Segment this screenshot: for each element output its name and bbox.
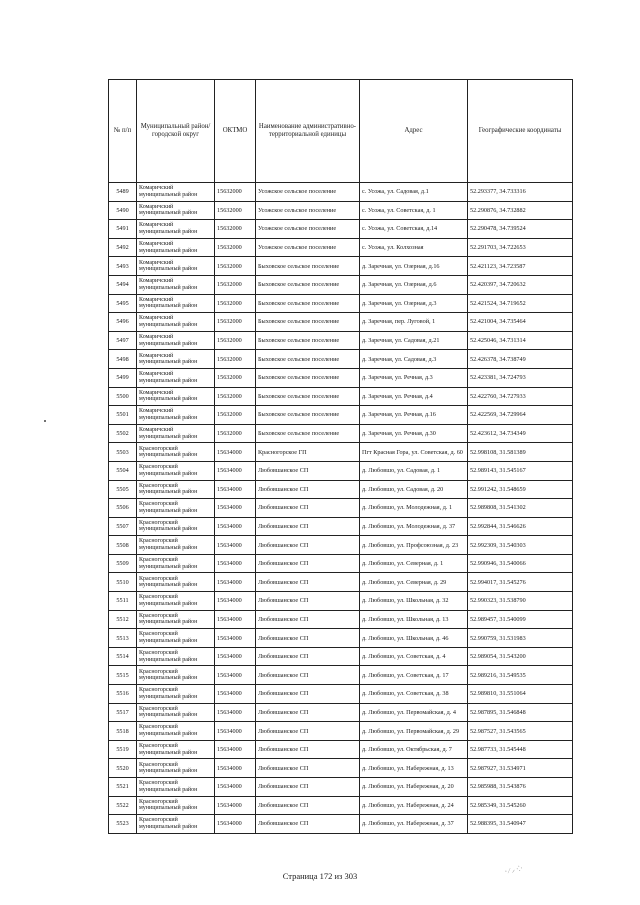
table-row (109, 424, 573, 443)
row-district: Красногорский муниципальный район (137, 629, 215, 648)
row-number: 5492 (109, 238, 137, 257)
header-unit: Наименование административно-территориальной единицы (256, 80, 360, 183)
row-address: с. Усожа, ул. Советская, д. 1 (360, 201, 468, 220)
row-number: 5521 (109, 778, 137, 797)
table-row (109, 480, 573, 499)
row-unit: Любовшанское СП (256, 666, 360, 685)
row-coords: 52.985988, 31.543876 (468, 778, 573, 797)
row-district: Красногорский муниципальный район (137, 461, 215, 480)
row-number: 5513 (109, 629, 137, 648)
row-oktmo: 15634000 (215, 703, 256, 722)
row-coords: 52.990946, 31.540066 (468, 554, 573, 573)
table-row (109, 573, 573, 592)
row-number: 5519 (109, 740, 137, 759)
row-district: Комаричский муниципальный район (137, 201, 215, 220)
row-unit: Любовшанское СП (256, 778, 360, 797)
row-district: Красногорский муниципальный район (137, 740, 215, 759)
row-oktmo: 15634000 (215, 796, 256, 815)
row-address: д. Любовшо, ул. Набережная, д. 24 (360, 796, 468, 815)
row-coords: 52.990323, 31.538790 (468, 592, 573, 611)
row-oktmo: 15632000 (215, 257, 256, 276)
row-coords: 52.421123, 34.723587 (468, 257, 573, 276)
table-row (109, 740, 573, 759)
row-number: 5507 (109, 517, 137, 536)
row-coords: 52.989054, 31.543200 (468, 647, 573, 666)
row-district: Красногорский муниципальный район (137, 592, 215, 611)
row-coords: 52.998108, 31.581389 (468, 443, 573, 462)
page-footer: Страница 172 из 303 (282, 871, 358, 881)
row-coords: 52.989810, 31.551064 (468, 685, 573, 704)
row-oktmo: 15634000 (215, 517, 256, 536)
row-coords: 52.291703, 34.722653 (468, 238, 573, 257)
table-row (109, 313, 573, 332)
row-oktmo: 15632000 (215, 238, 256, 257)
row-number: 5518 (109, 722, 137, 741)
row-district: Комаричский муниципальный район (137, 313, 215, 332)
row-oktmo: 15632000 (215, 406, 256, 425)
row-address: д. Заречная, ул. Озерная, д.3 (360, 294, 468, 313)
row-district: Комаричский муниципальный район (137, 368, 215, 387)
row-address: д. Любовшо, ул. Набережная, д. 13 (360, 759, 468, 778)
header-address: Адрес (360, 80, 468, 183)
row-coords: 52.991242, 31.548659 (468, 480, 573, 499)
row-unit: Быховское сельское поселение (256, 424, 360, 443)
row-unit: Любовшанское СП (256, 703, 360, 722)
row-coords: 52.987733, 31.545448 (468, 740, 573, 759)
row-address: д. Любовшо, ул. Молодежная, д. 1 (360, 499, 468, 518)
row-district: Комаричский муниципальный район (137, 220, 215, 239)
row-number: 5504 (109, 461, 137, 480)
table-header-row (109, 80, 573, 183)
row-address: Пгт Красная Гора, ул. Советская, д. 60 (360, 443, 468, 462)
row-coords: 52.423381, 34.724793 (468, 368, 573, 387)
table-row (109, 647, 573, 666)
table-row (109, 554, 573, 573)
row-unit: Усожское сельское поселение (256, 183, 360, 202)
table-row (109, 778, 573, 797)
row-unit: Быховское сельское поселение (256, 313, 360, 332)
table-row (109, 406, 573, 425)
row-unit: Любовшанское СП (256, 647, 360, 666)
table-row (109, 592, 573, 611)
table-row (109, 201, 573, 220)
row-district: Красногорский муниципальный район (137, 536, 215, 555)
row-oktmo: 15634000 (215, 592, 256, 611)
row-unit: Любовшанское СП (256, 480, 360, 499)
table-row (109, 815, 573, 834)
row-unit: Любовшанское СП (256, 796, 360, 815)
row-address: с. Усожа, ул. Садовая, д.1 (360, 183, 468, 202)
table-row (109, 220, 573, 239)
row-address: д. Любовшо, ул. Школьная, д. 46 (360, 629, 468, 648)
row-unit: Любовшанское СП (256, 759, 360, 778)
row-district: Красногорский муниципальный район (137, 722, 215, 741)
address-table (108, 79, 573, 834)
row-unit: Любовшанское СП (256, 554, 360, 573)
row-oktmo: 15634000 (215, 722, 256, 741)
row-address: д. Заречная, ул. Речная, д.4 (360, 387, 468, 406)
row-district: Красногорский муниципальный район (137, 685, 215, 704)
table-row (109, 759, 573, 778)
table-row (109, 294, 573, 313)
row-unit: Усожское сельское поселение (256, 238, 360, 257)
row-number: 5505 (109, 480, 137, 499)
row-district: Красногорский муниципальный район (137, 573, 215, 592)
row-district: Красногорский муниципальный район (137, 554, 215, 573)
row-address: д. Любовшо, ул. Советская, д. 38 (360, 685, 468, 704)
row-oktmo: 15634000 (215, 778, 256, 797)
row-address: д. Заречная, ул. Озерная, д.6 (360, 275, 468, 294)
row-address: д. Заречная, пер. Луговой, 1 (360, 313, 468, 332)
row-unit: Любовшанское СП (256, 573, 360, 592)
row-address: д. Любовшо, ул. Октябрьская, д. 7 (360, 740, 468, 759)
row-number: 5501 (109, 406, 137, 425)
row-district: Комаричский муниципальный район (137, 424, 215, 443)
row-unit: Любовшанское СП (256, 629, 360, 648)
row-number: 5512 (109, 610, 137, 629)
table-row (109, 275, 573, 294)
row-unit: Любовшанское СП (256, 592, 360, 611)
table-row (109, 461, 573, 480)
row-oktmo: 15634000 (215, 610, 256, 629)
row-number: 5522 (109, 796, 137, 815)
row-district: Красногорский муниципальный район (137, 647, 215, 666)
row-unit: Красногорское ГП (256, 443, 360, 462)
row-number: 5502 (109, 424, 137, 443)
row-coords: 52.992309, 31.540303 (468, 536, 573, 555)
row-address: д. Заречная, ул. Речная, д.16 (360, 406, 468, 425)
row-oktmo: 15632000 (215, 331, 256, 350)
row-address: д. Любовшо, ул. Молодежная, д. 37 (360, 517, 468, 536)
row-district: Красногорский муниципальный район (137, 759, 215, 778)
row-oktmo: 15634000 (215, 629, 256, 648)
row-number: 5520 (109, 759, 137, 778)
row-number: 5489 (109, 183, 137, 202)
table-row (109, 629, 573, 648)
row-district: Красногорский муниципальный район (137, 703, 215, 722)
row-number: 5491 (109, 220, 137, 239)
row-district: Красногорский муниципальный район (137, 666, 215, 685)
row-oktmo: 15632000 (215, 220, 256, 239)
row-number: 5498 (109, 350, 137, 369)
row-number: 5509 (109, 554, 137, 573)
row-address: д. Любовшо, ул. Набережная, д. 20 (360, 778, 468, 797)
row-coords: 52.989457, 31.540099 (468, 610, 573, 629)
row-address: д. Любовшо, ул. Северная, д. 1 (360, 554, 468, 573)
row-unit: Любовшанское СП (256, 517, 360, 536)
row-oktmo: 15634000 (215, 554, 256, 573)
table-row (109, 610, 573, 629)
row-district: Красногорский муниципальный район (137, 517, 215, 536)
row-oktmo: 15634000 (215, 536, 256, 555)
row-oktmo: 15632000 (215, 275, 256, 294)
row-coords: 52.421524, 34.719652 (468, 294, 573, 313)
row-district: Красногорский муниципальный район (137, 499, 215, 518)
row-coords: 52.985349, 31.545260 (468, 796, 573, 815)
row-oktmo: 15632000 (215, 313, 256, 332)
row-coords: 52.293377, 34.733316 (468, 183, 573, 202)
row-address: с. Усожа, ул. Советская, д.14 (360, 220, 468, 239)
row-address: д. Любовшо, ул. Набережная, д. 37 (360, 815, 468, 834)
row-number: 5515 (109, 666, 137, 685)
row-address: д. Любовшо, ул. Профсоюзная, д. 23 (360, 536, 468, 555)
row-number: 5510 (109, 573, 137, 592)
table-row (109, 722, 573, 741)
row-address: д. Любовшо, ул. Советская, д. 17 (360, 666, 468, 685)
row-coords: 52.290876, 34.732882 (468, 201, 573, 220)
row-oktmo: 15634000 (215, 499, 256, 518)
row-district: Красногорский муниципальный район (137, 796, 215, 815)
row-address: д. Заречная, ул. Речная, д.3 (360, 368, 468, 387)
row-unit: Быховское сельское поселение (256, 331, 360, 350)
row-unit: Любовшанское СП (256, 815, 360, 834)
row-oktmo: 15632000 (215, 387, 256, 406)
row-district: Комаричский муниципальный район (137, 294, 215, 313)
table-row (109, 183, 573, 202)
table-row (109, 499, 573, 518)
table-row (109, 350, 573, 369)
row-district: Комаричский муниципальный район (137, 183, 215, 202)
row-number: 5494 (109, 275, 137, 294)
row-coords: 52.988395, 31.540947 (468, 815, 573, 834)
row-district: Комаричский муниципальный район (137, 350, 215, 369)
header-oktmo: ОКТМО (215, 80, 256, 183)
row-oktmo: 15634000 (215, 480, 256, 499)
row-address: д. Любовшо, ул. Советская, д. 4 (360, 647, 468, 666)
header-district: Муниципальный район/городской округ (137, 80, 215, 183)
row-address: д. Заречная, ул. Речная, д.30 (360, 424, 468, 443)
row-oktmo: 15634000 (215, 740, 256, 759)
row-district: Красногорский муниципальный район (137, 480, 215, 499)
row-coords: 52.422760, 34.727933 (468, 387, 573, 406)
row-address: д. Заречная, ул. Садовая, д.3 (360, 350, 468, 369)
table-row (109, 666, 573, 685)
row-address: д. Заречная, ул. Садовая, д.21 (360, 331, 468, 350)
row-number: 5514 (109, 647, 137, 666)
row-unit: Усожское сельское поселение (256, 220, 360, 239)
row-coords: 52.987927, 31.534971 (468, 759, 573, 778)
row-unit: Любовшанское СП (256, 722, 360, 741)
row-unit: Любовшанское СП (256, 740, 360, 759)
row-number: 5500 (109, 387, 137, 406)
row-coords: 52.426378, 34.738749 (468, 350, 573, 369)
table-row (109, 536, 573, 555)
header-num: № п/п (109, 80, 137, 183)
row-coords: 52.423612, 34.734349 (468, 424, 573, 443)
row-number: 5496 (109, 313, 137, 332)
table-row (109, 685, 573, 704)
table-row (109, 517, 573, 536)
row-coords: 52.989143, 31.545167 (468, 461, 573, 480)
row-district: Красногорский муниципальный район (137, 815, 215, 834)
row-coords: 52.987895, 31.546848 (468, 703, 573, 722)
table-row (109, 368, 573, 387)
row-coords: 52.420397, 34.720632 (468, 275, 573, 294)
row-oktmo: 15632000 (215, 424, 256, 443)
row-unit: Любовшанское СП (256, 610, 360, 629)
row-address: д. Любовшо, ул. Садовая, д. 20 (360, 480, 468, 499)
row-coords: 52.422569, 34.729964 (468, 406, 573, 425)
row-oktmo: 15634000 (215, 759, 256, 778)
row-coords: 52.989808, 31.541302 (468, 499, 573, 518)
row-unit: Любовшанское СП (256, 536, 360, 555)
row-district: Комаричский муниципальный район (137, 238, 215, 257)
row-address: д. Любовшо, ул. Садовая, д. 1 (360, 461, 468, 480)
row-district: Комаричский муниципальный район (137, 387, 215, 406)
row-coords: 52.290478, 34.739524 (468, 220, 573, 239)
row-unit: Быховское сельское поселение (256, 257, 360, 276)
row-oktmo: 15634000 (215, 685, 256, 704)
row-number: 5493 (109, 257, 137, 276)
row-coords: 52.421004, 34.735464 (468, 313, 573, 332)
row-district: Комаричский муниципальный район (137, 257, 215, 276)
row-unit: Быховское сельское поселение (256, 275, 360, 294)
row-number: 5523 (109, 815, 137, 834)
row-coords: 52.990759, 31.531983 (468, 629, 573, 648)
row-address: с. Усожа, ул. Колхозная (360, 238, 468, 257)
scan-speck (44, 420, 46, 422)
row-coords: 52.992844, 31.546626 (468, 517, 573, 536)
row-address: д. Любовшо, ул. Школьная, д. 13 (360, 610, 468, 629)
row-coords: 52.987527, 31.543565 (468, 722, 573, 741)
row-district: Красногорский муниципальный район (137, 610, 215, 629)
table-body (109, 183, 573, 834)
row-address: д. Заречная, ул. Озерная, д.16 (360, 257, 468, 276)
row-district: Комаричский муниципальный район (137, 331, 215, 350)
row-number: 5516 (109, 685, 137, 704)
row-oktmo: 15632000 (215, 183, 256, 202)
header-coords: Географические координаты (468, 80, 573, 183)
row-number: 5490 (109, 201, 137, 220)
table-row (109, 238, 573, 257)
row-coords: 52.425046, 34.731314 (468, 331, 573, 350)
row-number: 5506 (109, 499, 137, 518)
row-oktmo: 15634000 (215, 815, 256, 834)
row-unit: Быховское сельское поселение (256, 294, 360, 313)
row-unit: Быховское сельское поселение (256, 387, 360, 406)
row-number: 5497 (109, 331, 137, 350)
row-coords: 52.989216, 31.549535 (468, 666, 573, 685)
row-unit: Усожское сельское поселение (256, 201, 360, 220)
row-district: Комаричский муниципальный район (137, 275, 215, 294)
row-oktmo: 15632000 (215, 368, 256, 387)
row-oktmo: 15634000 (215, 573, 256, 592)
row-unit: Любовшанское СП (256, 685, 360, 704)
table-row (109, 257, 573, 276)
row-oktmo: 15632000 (215, 201, 256, 220)
row-oktmo: 15634000 (215, 443, 256, 462)
row-unit: Быховское сельское поселение (256, 368, 360, 387)
table-row (109, 331, 573, 350)
row-oktmo: 15634000 (215, 647, 256, 666)
row-number: 5499 (109, 368, 137, 387)
row-oktmo: 15634000 (215, 461, 256, 480)
row-number: 5495 (109, 294, 137, 313)
row-district: Красногорский муниципальный район (137, 443, 215, 462)
row-oktmo: 15632000 (215, 350, 256, 369)
row-unit: Быховское сельское поселение (256, 350, 360, 369)
row-address: д. Любовшо, ул. Северная, д. 29 (360, 573, 468, 592)
row-coords: 52.994017, 31.545276 (468, 573, 573, 592)
row-district: Красногорский муниципальный район (137, 778, 215, 797)
row-number: 5508 (109, 536, 137, 555)
row-oktmo: 15632000 (215, 294, 256, 313)
row-unit: Быховское сельское поселение (256, 406, 360, 425)
row-unit: Любовшанское СП (256, 499, 360, 518)
row-number: 5511 (109, 592, 137, 611)
table-row (109, 703, 573, 722)
table-row (109, 796, 573, 815)
row-oktmo: 15634000 (215, 666, 256, 685)
scan-marks: ⸱ ⁄ ⸝ ⁘ (504, 864, 524, 876)
row-unit: Любовшанское СП (256, 461, 360, 480)
row-district: Комаричский муниципальный район (137, 406, 215, 425)
row-address: д. Любовшо, ул. Первомайская, д. 29 (360, 722, 468, 741)
row-address: д. Любовшо, ул. Школьная, д. 32 (360, 592, 468, 611)
row-number: 5503 (109, 443, 137, 462)
table-row (109, 387, 573, 406)
row-number: 5517 (109, 703, 137, 722)
table-row (109, 443, 573, 462)
row-address: д. Любовшо, ул. Первомайская, д. 4 (360, 703, 468, 722)
